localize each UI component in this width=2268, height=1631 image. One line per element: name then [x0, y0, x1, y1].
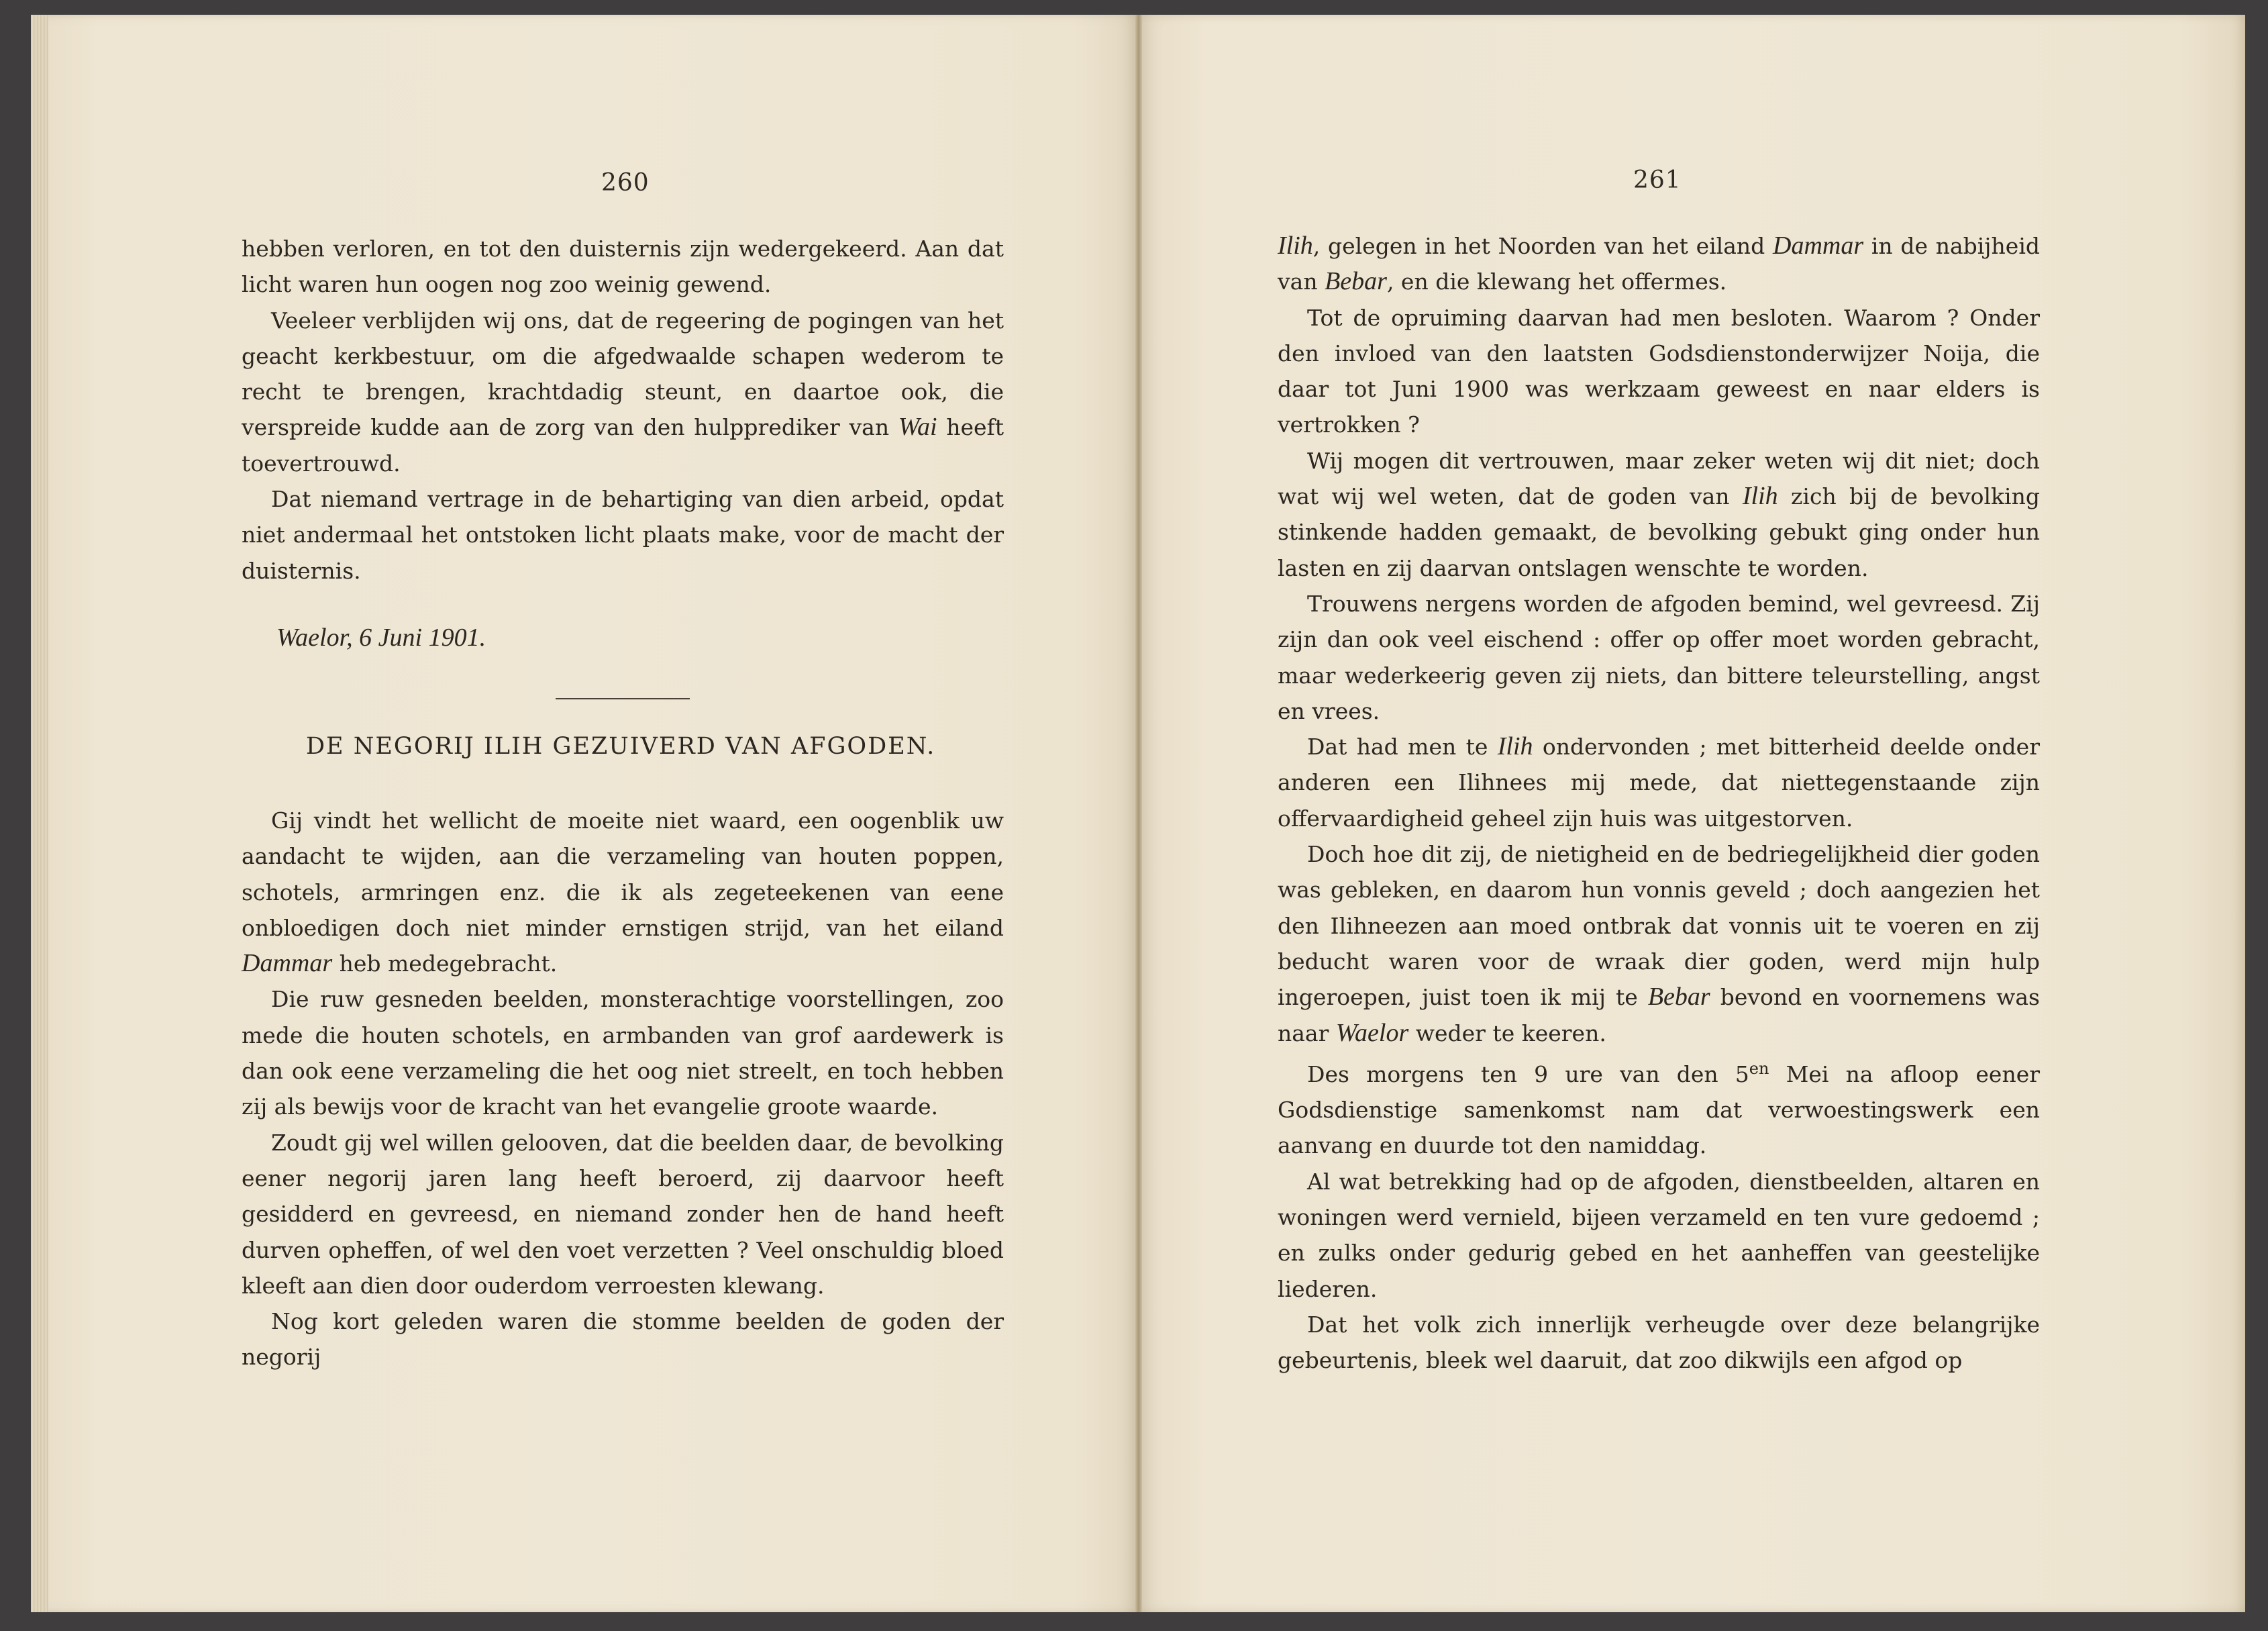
paragraph: Des morgens ten 9 ure van den $5^{en}$ Mei na afloop eener Godsdienstige samenkomst nam dat verwoestingswerk een aanvang en duurde tot den namiddag. — [1278, 1058, 2041, 1159]
paragraph: Dat niemand vertrage in de behartiging van dien arbeid, opdat niet andermaal het ontstoken licht plaats make, voor de macht der duisternis. — [242, 486, 1004, 584]
paragraph: Nog kort geleden waren die stomme beelden de goden der negorij — [242, 1308, 1004, 1371]
left-text-block-2 — [242, 803, 1004, 1375]
page-number-left: 260 — [601, 169, 650, 197]
page-number-right: 261 — [1633, 166, 1682, 194]
paragraph: Zoudt gij wel willen gelooven, dat die beelden daar, de bevolking eener negorij jaren lang heeft beroerd, zij daarvoor heeft gesidderd en gevreesd, en niemand zonder hen de hand heeft durven opheffen, of wel den voet verzetten ? Veel onschuldig bloed kleeft aan dien door ouderdom verroesten klewang. — [242, 1129, 1004, 1299]
paragraph: Gij vindt het wellicht de moeite niet waard, een oogenblik uw aandacht te wijden, aan die verzameling van houten poppen, schotels, armringen enz. die ik als zegeteekenen van eene onbloedigen doch niet minder ernstigen strijd, van het eiland Dammar heb medegebracht. — [242, 807, 1004, 978]
paragraph: Wij mogen dit vertrouwen, maar zeker weten wij dit niet; doch wat wij wel weten, dat de goden van Ilih zich bij de bevolking stinkende hadden gemaakt, de bevolking gebukt ging onder hun lasten en zij daarvan ontslagen wenschte te worden. — [1278, 447, 2040, 581]
paragraph: Al wat betrekking had op de afgoden, dienstbeelden, altaren en woningen werd vernield, bijeen verzameld en ten vure gedoemd ; en zulks onder gedurig gebed en het aanheffen van geestelijke liederen. — [1278, 1168, 2040, 1302]
page-edge-stack — [31, 15, 48, 1612]
paragraph: Ilih, gelegen in het Noorden van het eiland Dammar in de nabijheid van Bebar, en die klewang het offermes. — [1278, 232, 2040, 296]
paragraph: Trouwens nergens worden de afgoden bemind, wel gevreesd. Zij zijn dan ook veel eischend : offer op offer moet worden gebracht, maar wederkeerig geven zij niets, dan bittere teleurstelling, angst en vrees. — [1278, 590, 2040, 724]
signature-dateline: Waelor, 6 Juni 1901. — [276, 624, 486, 652]
paragraph: Veeleer verblijden wij ons, dat de regeering de pogingen van het geacht kerkbestuur, om die afgedwaalde schapen wederom te recht te brengen, krachtdadig steunt, en daartoe ook, die verspreide kudde aan de zorg van den hulpprediker van Wai heeft toevertrouwd. — [242, 307, 1004, 477]
book-gutter — [1135, 15, 1142, 1612]
left-text-block-1 — [242, 231, 1004, 589]
paragraph: Doch hoe dit zij, de nietigheid en de bedriegelijkheid dier goden was gebleken, en daarom hun vonnis geveld ; doch aangezien het den Ilihneezen aan moed ontbrak dat vonnis uit te voeren en zij beducht waren voor de wraak dier goden, werd mijn hulp ingeroepen, juist toen ik mij te Bebar bevond en voornemens was naar Waelor weder te keeren. — [1278, 841, 2040, 1047]
paragraph: Die ruw gesneden beelden, monsterachtige voorstellingen, zoo mede die houten schotels, en armbanden van grof aardewerk is dan ook eene verzameling die het oog niet streelt, en toch hebben zij als bewijs voor de kracht van het evangelie groote waarde. — [242, 986, 1004, 1120]
paragraph: Dat had men te Ilih ondervonden ; met bitterheid deelde onder anderen een Ilihnees mij mede, dat niettegenstaande zijn offervaardigheid geheel zijn huis was uitgestorven. — [1278, 732, 2040, 832]
right-text-block — [1278, 228, 2040, 1379]
section-divider-rule — [556, 698, 690, 699]
paragraph: hebben verloren, en tot den duisternis zijn wedergekeerd. Aan dat licht waren hun oogen nog zoo weinig gewend. — [242, 236, 1004, 298]
section-heading: DE NEGORIJ ILIH GEZUIVERD VAN AFGODEN. — [306, 733, 936, 760]
paragraph: Tot de opruiming daarvan had men besloten. Waarom ? Onder den invloed van den laatsten Godsdienstonderwijzer Noija, die daar tot Juni 1900 was werkzaam geweest en naar elders is vertrokken ? — [1278, 304, 2040, 438]
paragraph: Dat het volk zich innerlijk verheugde over deze belangrijke gebeurtenis, bleek wel daaruit, dat zoo dikwijls een afgod op — [1278, 1311, 2040, 1374]
